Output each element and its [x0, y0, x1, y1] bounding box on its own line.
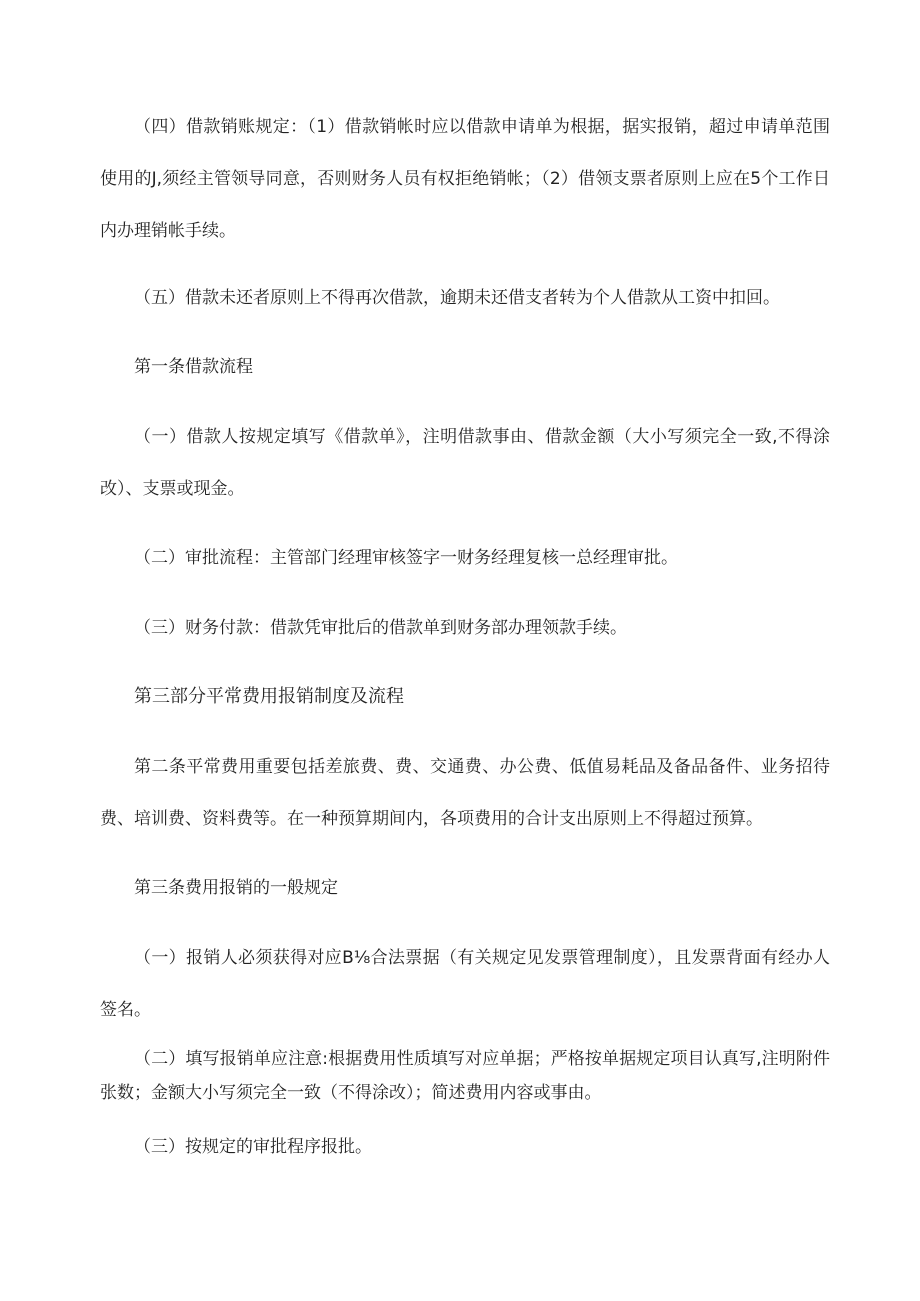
- paragraph-fill-loan-form: （一）借款人按规定填写《借款单》，注明借款事由、借款金额（大小写须完全一致,不得涂改）、支票或现金。: [100, 427, 830, 499]
- heading-general-reimbursement-rules: 第三条费用报销的一般规定: [134, 878, 338, 898]
- paragraph-unpaid-loan-rule: （五）借款未还者原则上不得再次借款，逾期未还借支者转为个人借款从工资中扣回。: [134, 288, 780, 308]
- paragraph-finance-payment: （三）财务付款：借款凭审批后的借款单到财务部办理领款手续。: [134, 618, 627, 638]
- heading-part-three-expense-reimbursement: 第三部分平常费用报销制度及流程: [134, 686, 404, 707]
- heading-loan-process: 第一条借款流程: [134, 357, 253, 377]
- paragraph-loan-writeoff-rules: （四）借款销账规定：（1）借款销帐时应以借款申请单为根据，据实报销，超过申请单范围使用的J,须经主管领导同意，否则财务人员有权拒绝销帐；（2）借领支票者原则上应在5个工作日内办理销帐手续。: [100, 117, 830, 241]
- paragraph-valid-invoices: （一）报销人必须获得对应B⅛合法票据（有关规定见发票管理制度），且发票背面有经办人签名。: [100, 948, 830, 1020]
- paragraph-fill-reimbursement-form: （二）填写报销单应注意:根据费用性质填写对应单据；严格按单据规定项目认真写,注明附件张数；金额大小写须完全一致（不得涂改）；简述费用内容或事由。: [100, 1049, 830, 1103]
- paragraph-approval-procedure: （三）按规定的审批程序报批。: [134, 1137, 372, 1157]
- paragraph-approval-process: （二）审批流程：主管部门经理审核签字一财务经理复核一总经理审批。: [134, 548, 678, 568]
- paragraph-expense-categories: 第二条平常费用重要包括差旅费、费、交通费、办公费、低值易耗品及备品备件、业务招待费、培训费、资料费等。在一种预算期间内，各项费用的合计支出原则上不得超过预算。: [100, 757, 830, 829]
